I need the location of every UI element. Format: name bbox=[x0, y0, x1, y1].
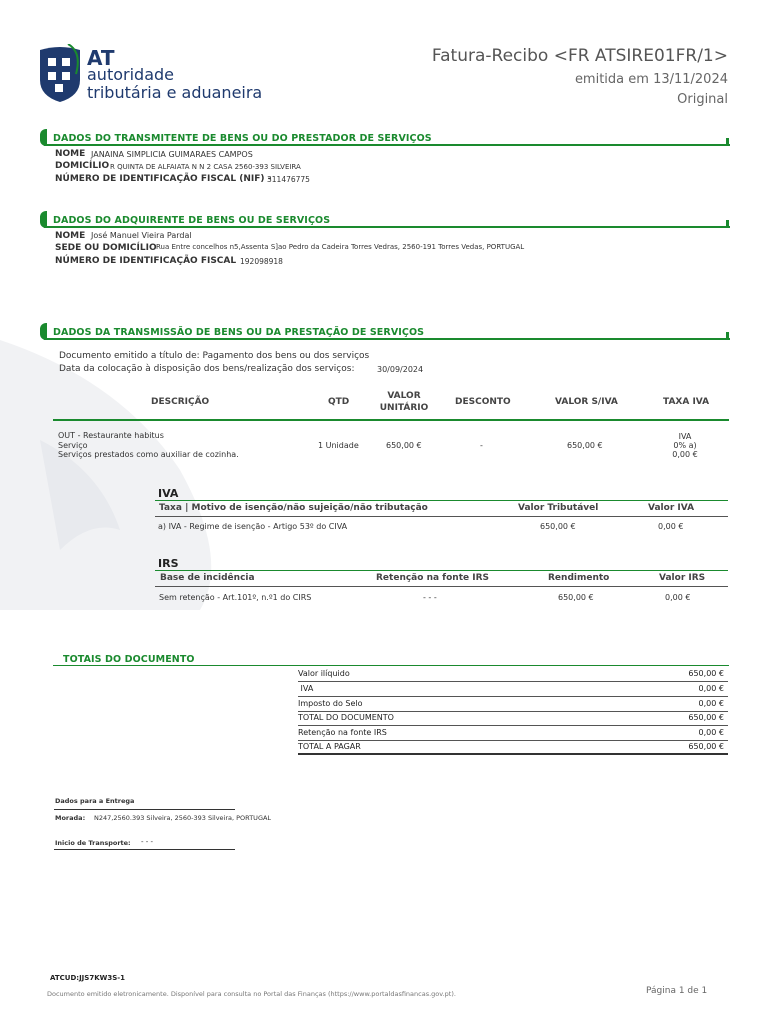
item-net-value: 650,00 € bbox=[567, 441, 603, 450]
issue-date: emitida em 13/11/2024 bbox=[574, 72, 728, 87]
totals-row bbox=[298, 726, 728, 741]
service-date: 30/09/2024 bbox=[377, 365, 424, 374]
iva-row-vat: 0,00 € bbox=[658, 522, 684, 531]
totals-label: Imposto do Selo bbox=[298, 699, 363, 708]
seller-section-line bbox=[44, 144, 730, 146]
seller-name: JANAINA SIMPLICIA GUIMARAES CAMPOS bbox=[91, 150, 253, 159]
document-basis: Documento emitido a título de: Pagamento dos bens ou dos serviços bbox=[59, 351, 370, 361]
transmission-section-tick bbox=[726, 332, 729, 340]
iva-col-rate: Taxa | Motivo de isenção/não sujeição/não tributação bbox=[159, 503, 428, 513]
irs-title: IRS bbox=[158, 557, 179, 570]
transmission-section-line bbox=[44, 338, 730, 340]
totals-value: 650,00 € bbox=[688, 669, 724, 678]
at-logo-emblem bbox=[38, 44, 82, 104]
col-vat-rate: TAXA IVA bbox=[663, 397, 710, 407]
footer-note: Documento emitido eletronicamente. Disponível para consulta no Portal das Finanças (https://www.portaldasfinancas.gov.pt). bbox=[47, 990, 456, 998]
logo-line1: autoridade bbox=[87, 65, 174, 84]
item-line2: Serviço bbox=[58, 441, 88, 450]
seller-nif-label: NÚMERO DE IDENTIFICAÇÃO FISCAL (NIF) - bbox=[55, 174, 272, 184]
buyer-nif: 192098918 bbox=[240, 257, 283, 266]
totals-title: TOTAIS DO DOCUMENTO bbox=[63, 654, 195, 665]
iva-title-line bbox=[155, 500, 728, 501]
totals-value: 650,00 € bbox=[688, 713, 724, 722]
seller-address-label: DOMICÍLIO bbox=[55, 161, 110, 171]
buyer-nif-label: NÚMERO DE IDENTIFICAÇÃO FISCAL bbox=[55, 256, 237, 266]
seller-address: R QUINTA DE ALFAIATA N N 2 CASA 2560-393 SILVEIRA bbox=[110, 163, 301, 171]
item-vat-line2: 0% a) bbox=[673, 441, 697, 450]
iva-row-reason: a) IVA - Regime de isenção - Artigo 53º do CIVA bbox=[158, 522, 348, 531]
totals-value: 0,00 € bbox=[698, 684, 724, 693]
page-number: Página 1 de 1 bbox=[646, 986, 708, 996]
col-net-value: VALOR S/IVA bbox=[555, 397, 618, 407]
items-header-line bbox=[53, 419, 729, 421]
irs-col-income: Rendimento bbox=[548, 573, 610, 583]
totals-title-line bbox=[53, 665, 729, 666]
transmission-section-title: DADOS DA TRANSMISSÃO DE BENS OU DA PRESTAÇÃO DE SERVIÇOS bbox=[53, 327, 425, 338]
seller-nif: 311476775 bbox=[267, 175, 310, 184]
col-discount: DESCONTO bbox=[455, 397, 511, 407]
buyer-section-title: DADOS DO ADQUIRENTE DE BENS OU DE SERVIÇOS bbox=[53, 215, 331, 226]
col-quantity: QTD bbox=[328, 397, 350, 407]
totals-value: 650,00 € bbox=[688, 742, 724, 751]
col-description: DESCRIÇÃO bbox=[151, 397, 210, 407]
irs-col-base: Base de incidência bbox=[160, 573, 255, 583]
buyer-address: Rua Entre concelhos n5,Assenta S]ao Pedro da Cadeira Torres Vedras, 2560-191 Torres Vedas, PORTUGAL bbox=[156, 243, 525, 251]
item-line3: Serviços prestados como auxiliar de cozinha. bbox=[58, 450, 239, 459]
totals-row bbox=[298, 697, 728, 712]
seller-name-label: NOME bbox=[55, 149, 86, 159]
buyer-address-label: SEDE OU DOMICÍLIO bbox=[55, 243, 157, 253]
delivery-title-line bbox=[54, 809, 235, 810]
irs-header-line bbox=[155, 586, 728, 587]
delivery-title: Dados para a Entrega bbox=[55, 797, 135, 805]
item-unit-value: 650,00 € bbox=[386, 441, 422, 450]
col-unit-value-2: UNITÁRIO bbox=[379, 403, 429, 413]
irs-title-line bbox=[155, 570, 728, 571]
seller-section-title: DADOS DO TRANSMITENTE DE BENS OU DO PRESTADOR DE SERVIÇOS bbox=[53, 133, 432, 144]
item-vat-line1: IVA bbox=[678, 432, 692, 441]
logo-line2: tributária e aduaneira bbox=[87, 83, 263, 102]
irs-row-income: 650,00 € bbox=[558, 593, 594, 602]
item-quantity: 1 Unidade bbox=[318, 441, 359, 450]
item-discount: - bbox=[480, 441, 483, 450]
transport-line bbox=[54, 849, 235, 850]
atcud-code: ATCUD:JJS7KW3S-1 bbox=[50, 974, 126, 982]
irs-col-retention: Retenção na fonte IRS bbox=[376, 573, 489, 583]
copy-label: Original bbox=[677, 92, 728, 107]
iva-col-base: Valor Tributável bbox=[518, 503, 599, 513]
totals-row bbox=[298, 682, 728, 697]
delivery-address-label: Morada: bbox=[55, 814, 86, 822]
irs-row-base: Sem retenção - Art.101º, n.º1 do CIRS bbox=[159, 593, 312, 602]
buyer-name: José Manuel Vieira Pardal bbox=[91, 231, 192, 240]
iva-title: IVA bbox=[158, 487, 179, 500]
irs-row-retention: - - - bbox=[423, 593, 437, 602]
buyer-section-line bbox=[44, 226, 730, 228]
totals-label: TOTAL DO DOCUMENTO bbox=[298, 713, 394, 722]
totals-row bbox=[298, 711, 728, 726]
totals-row bbox=[298, 667, 728, 682]
item-line1: OUT - Restaurante habitus bbox=[58, 431, 164, 440]
irs-col-value: Valor IRS bbox=[659, 573, 706, 583]
transport-label: Inicio de Transporte: bbox=[55, 839, 131, 847]
service-date-label: Data da colocação à disposição dos bens/realização dos serviços: bbox=[59, 364, 355, 374]
buyer-section-tick bbox=[726, 220, 729, 228]
logo-abbr: AT bbox=[87, 46, 115, 70]
delivery-address: N247,2560.393 Silveira, 2560-393 Silveira, PORTUGAL bbox=[94, 814, 272, 822]
totals-value: 0,00 € bbox=[698, 699, 724, 708]
totals-label: IVA bbox=[298, 684, 314, 693]
buyer-name-label: NOME bbox=[55, 231, 86, 241]
transport-value: - - - bbox=[141, 838, 154, 846]
totals-label: Retenção na fonte IRS bbox=[298, 728, 387, 737]
item-vat-line3: 0,00 € bbox=[672, 450, 698, 459]
irs-row-value: 0,00 € bbox=[665, 593, 691, 602]
totals-value: 0,00 € bbox=[698, 728, 724, 737]
totals-label: Valor ilíquido bbox=[298, 669, 350, 678]
iva-header-line bbox=[155, 516, 728, 517]
seller-section-tick bbox=[726, 138, 729, 146]
iva-row-base: 650,00 € bbox=[540, 522, 576, 531]
iva-col-vat: Valor IVA bbox=[648, 503, 695, 513]
document-title: Fatura-Recibo <FR ATSIRE01FR/1> bbox=[431, 46, 728, 66]
totals-label: TOTAL A PAGAR bbox=[298, 742, 361, 751]
totals-row bbox=[298, 740, 728, 755]
col-unit-value-1: VALOR bbox=[387, 391, 421, 401]
